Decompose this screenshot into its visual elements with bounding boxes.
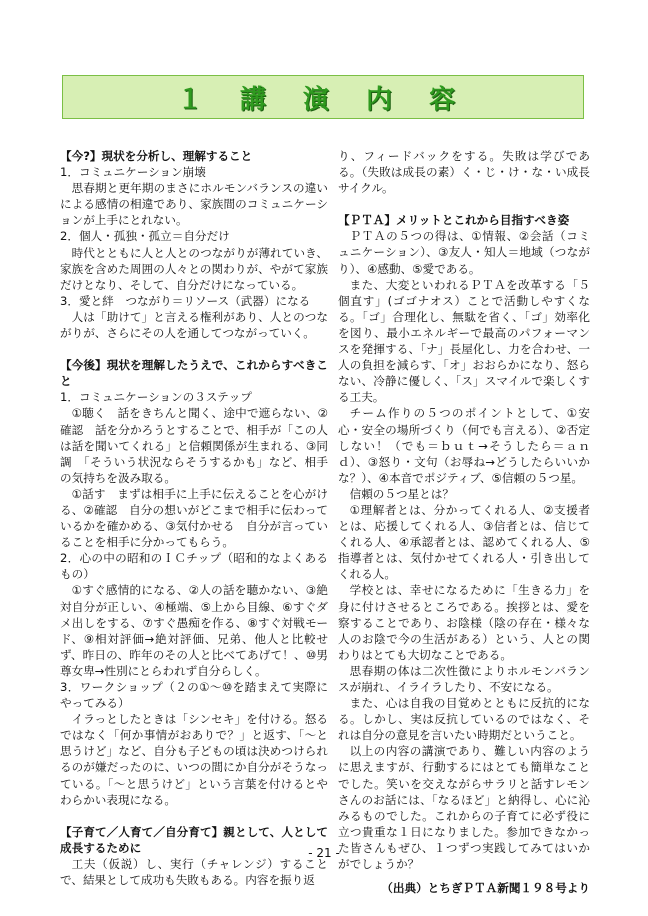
paragraph: チーム作りの５つのポイントとして、①安心・安全の場所づくり（何でも言える）、②否定しない！（でも＝ｂｕｔ→そうしたら＝ａｎｄ）、③怒り・文句（お辱ね→どうしたらいいかな？）、④本音でポジティブ、⑤信頼の５つ星。 xyxy=(338,406,590,485)
list-item: 1．コミュニケーションの３ステップ xyxy=(60,390,252,405)
paragraph: ①理解者とは、分かってくれる人、②支援者とは、応援してくれる人、③信者とは、信じてくれる人、④承認者とは、認めてくれる人、⑤指導者とは、気付かせてくれる人・引き出してくれる人。 xyxy=(338,502,590,582)
page-number: - 21 - xyxy=(308,846,340,860)
right-column xyxy=(338,148,590,896)
paragraph: また、大変といわれるＰＴＡを改革する「５個直す」(ゴゴナオス）ことで活動しやすくなる。「ゴ」合理化し、無駄を省く、「ゴ」効率化を図り、最小エネルギーで最高のパフォーマンスを発揮する、「ナ」長屋化し、力を合わせ、一人の負担を減らす、「オ」おおらかになり、怒らない、冷静に優しく、「ス」スマイルで楽しくする工夫。 xyxy=(338,277,590,405)
list-item: 2．心の中の昭和のＩＣチップ（昭和的なよくあるもの） xyxy=(60,551,328,582)
list-item: 3．ワークショップ（２の①～⑩を踏まえて実際にやってみる） xyxy=(60,680,328,711)
paragraph: 以上の内容の講演であり、難しい内容のように思えますが、行動するにはとても簡単なことでした。笑いを交えながらサラリと話すレモンさんのお話には、「なるほど」と納得し、心に沁みるものでした。これからの子育てに必ず役に立つ貴重な１日になりました。参加できなかった皆さんもぜひ、１つずつ実践してみてはいかがでしょうか？ xyxy=(338,744,590,872)
paragraph: 思春期の体は二次性徴によりホルモンバランスが崩れ、イライラしたり、不安になる。 xyxy=(338,663,590,694)
paragraph: ①聴く 話をきちんと聞く、途中で遮らない、②確認 話を分かろうとすることで、相手が「この人は話を聞いてくれる」と信頼関係が生まれる、③同調 「そういう状況ならそうするかも」など、相手の気持ちを汲み取る。 xyxy=(60,406,328,485)
paragraph: 信頼の５つ星とは？ xyxy=(349,486,454,501)
paragraph: また、心は自我の目覚めとともに反抗的になる。しかし、実は反抗しているのではなく、それは自分の意見を言いたい時期だということ。 xyxy=(338,696,590,743)
list-item: 2．個人・孤独・孤立＝自分だけ xyxy=(60,229,230,244)
left-column xyxy=(60,148,328,888)
paragraph: イラっとしたときは「シンセキ」を付ける。怒るではなく「何か事情がおありで？」と返す、「～と思うけど」など、自分も子どもの頃は決めつけられるのが嫌だったのに、いつの間にか自分がそうなっている。「～と思うけど」という言葉を付けるとやわらかい表現になる。 xyxy=(60,712,328,807)
list-item: 3．愛と絆 つながり＝リソース（武器）になる xyxy=(60,293,311,308)
paragraph: 学校とは、幸せになるために「生きる力」を身に付けさせるところである。挨拶とは、愛を察することであり、お陰様（陰の存在・様々な人のお陰で今の生活がある）という、人との関わりはとても大切なことである。 xyxy=(338,583,590,662)
paragraph: ①すぐ感情的になる、②人の話を聴かない、③絶対自分が正しい、④極端、⑤上から目線、⑥すぐダメ出しをする、⑦すぐ愚痴を作る、⑧すぐ対戦モード、⑨相対評価→絶対評価、兄弟、他人と比較せず、昨日の、昨年のその人と比べてあげて！、⑩男尊女卑→性別にとらわれず自分らしく。 xyxy=(60,583,328,678)
paragraph: ＰＴＡの５つの得は、①情報、②会話（コミュニケーション）、③友人・知人＝地域（つながり）、④感動、⑤愛である。 xyxy=(338,229,590,276)
paragraph: 時代とともに人と人とのつながりが薄れていき、家族を含めた周囲の人々との関わりが、やがて家族だけとなり、そして、自分だけになっている。 xyxy=(60,245,328,292)
section-heading: 【今?】現状を分析し、理解すること xyxy=(60,149,253,163)
list-item: 1．コミュニケーション崩壊 xyxy=(60,165,206,180)
section-heading: 【子育て／人育て／自分育て】親として、人として成長するために xyxy=(60,824,328,855)
section-heading: 【ＰＴＡ】メリットとこれから目指すべき姿 xyxy=(338,213,570,228)
page-title: １ 講 演 内 容 xyxy=(176,84,470,115)
section-heading: 【今後】現状を理解したうえで、これからすべきこと xyxy=(60,358,328,389)
paragraph: り、フィードバックをする。失敗は学びである。（失敗は成長の素）く・じ・け・な・い成長サイクル。 xyxy=(338,149,590,196)
title-banner xyxy=(62,75,584,119)
paragraph: 思春期と更年期のまさにホルモンバランスの違いによる感情の相違であり、家族間のコミュニケーションが上手にとれない。 xyxy=(60,181,328,228)
paragraph: 工夫（仮説）し、実行（チャレンジ）することで、結果として成功も失敗もある。内容を振り返 xyxy=(60,856,328,888)
paragraph: 人は「助けて」と言える権利があり、人とのつながりが、さらにその人を通してつながっていく。 xyxy=(60,309,328,341)
paragraph: ①話す まずは相手に上手に伝えることを心がける、②確認 自分の想いがどこまで相手に伝わっているかを確かめる、③気付かせる 自分が言っていることを相手に分かってもらう。 xyxy=(60,486,328,550)
source-citation: （出典）とちぎＰＴＡ新聞１９８号より xyxy=(381,881,590,896)
